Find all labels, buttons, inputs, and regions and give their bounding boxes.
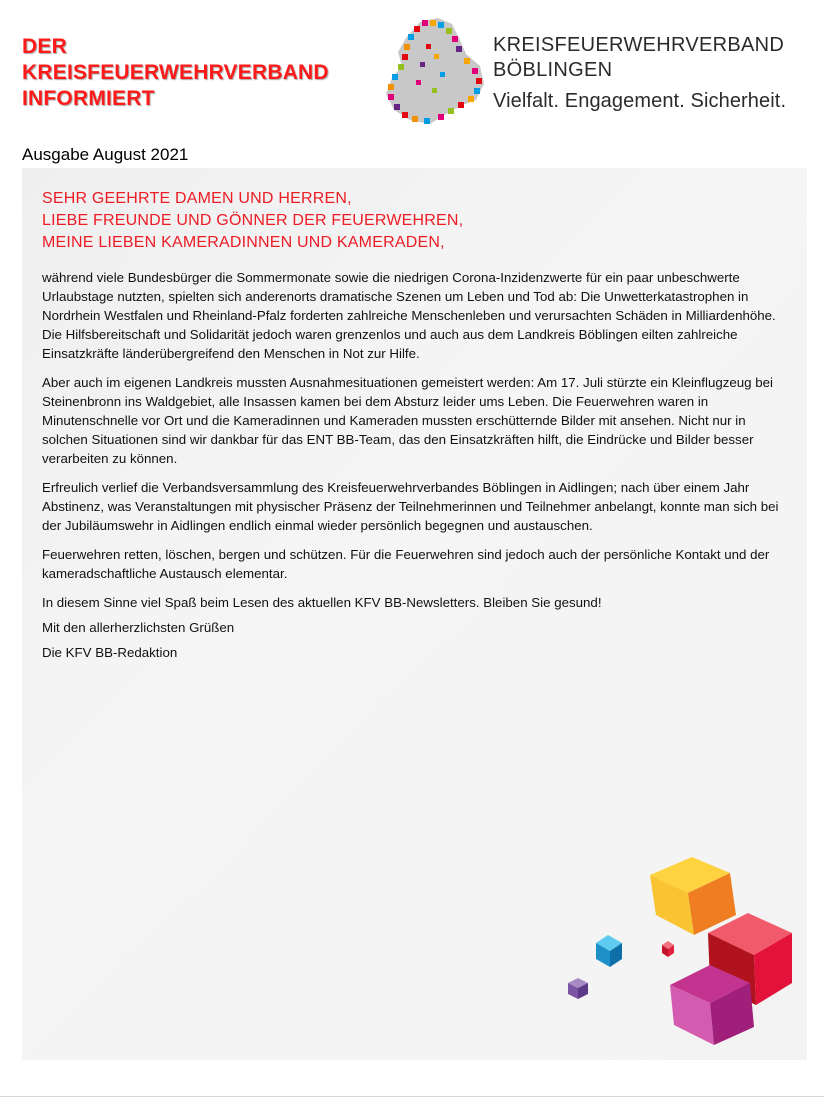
paragraph-1: während viele Bundesbürger die Sommermonate sowie die niedrigen Corona-Inzidenzwerte für ein paar unbeschwerte Urlaubstage nutzten, spielten sich anderenorts dramatische Szenen um Leben und Tod ab: Die Unwetterkatastrophen in Nordrhein Westfalen und Rheinland-Pfalz forderten zahlreiche Menschenleben und verursachten Schäden in Milliardenhöhe. Die Hilfsbereitschaft und Solidarität jedoch waren grenzenlos und auch aus dem Landkreis Böblingen eilten zahlreiche Einsatzkräfte länderübergreifend den Menschen in Not zur Hilfe. — [42, 270, 776, 361]
paragraph-3: Erfreulich verlief die Verbandsversammlung des Kreisfeuerwehrverbandes Böblingen in Aidlingen; nach über einem Jahr Abstinenz, was Veranstaltungen mit physischer Präsenz der Teilnehmerinnen und Teilnehmer anbelangt, konnte man sich bei der Jubiläumswehr in Aidlingen endlich einmal wieder persönlich begegnen und austauschen. — [42, 480, 779, 533]
title-line-1: DER — [22, 35, 67, 58]
organization-name — [493, 33, 784, 83]
org-name-line-1: KREISFEUERWEHRVERBAND — [493, 34, 785, 56]
signature: Die KFV BB-Redaktion — [42, 645, 178, 660]
paragraph-2: Aber auch im eigenen Landkreis mussten Ausnahmesituationen gemeistert werden: Am 17. Juli stürzte ein Kleinflugzeug bei Steinenbronn ins Waldgebiet, alle Insassen kamen bei dem Absturz leider ums Leben. Die Feuerwehren waren in Minutenschnelle vor Ort und die Kameradinnen und Kameraden mussten erschütternde Bilder mit ansehen. Nicht nur in solchen Situationen sind wir dankbar für das ENT BB-Team, das den Einsatzkräften hilft, die Eindrücke und Bilder besser verarbeiten zu können. — [42, 375, 774, 466]
paragraph-5: In diesem Sinne viel Spaß beim Lesen des aktuellen KFV BB-Newsletters. Bleiben Sie gesund! — [42, 595, 602, 610]
issue-label: Ausgabe August 2021 — [22, 145, 189, 164]
newsletter-title — [22, 34, 329, 112]
greeting-line-1: SEHR GEEHRTE DAMEN UND HERREN, — [42, 190, 352, 207]
greeting-line-3: MEINE LIEBEN KAMERADINNEN UND KAMERADEN, — [42, 234, 445, 251]
org-name-line-2: BÖBLINGEN — [493, 59, 613, 81]
paragraph-4: Feuerwehren retten, löschen, bergen und schützen. Für die Feuerwehren sind jedoch auch der persönliche Kontakt und der kameradschaftliche Austausch elementar. — [42, 547, 770, 581]
greeting — [42, 188, 463, 254]
closing-greeting: Mit den allerherzlichsten Grüßen — [42, 620, 235, 635]
greeting-line-2: LIEBE FREUNDE UND GÖNNER DER FEUERWEHREN, — [42, 212, 464, 229]
title-line-3: INFORMIERT — [22, 87, 155, 110]
page-divider — [0, 1096, 824, 1097]
title-line-2: KREISFEUERWEHRVERBAND — [22, 61, 329, 84]
letter-body — [42, 268, 787, 672]
decorative-cubes-icon — [560, 845, 810, 1055]
organization-slogan: Vielfalt. Engagement. Sicherheit. — [493, 90, 787, 112]
district-map-logo-icon — [380, 14, 490, 134]
